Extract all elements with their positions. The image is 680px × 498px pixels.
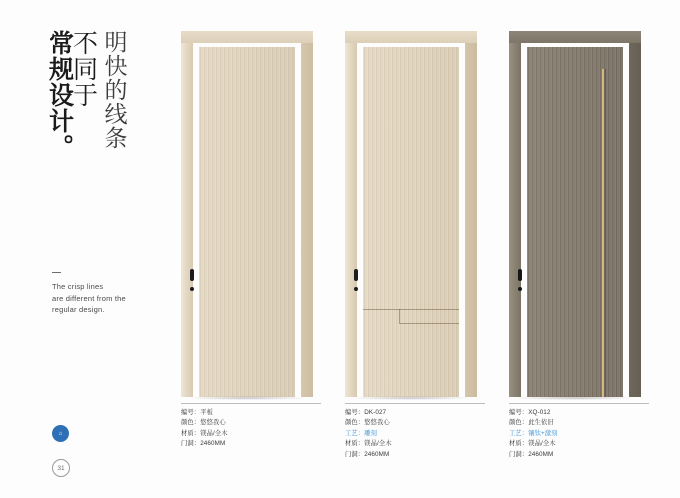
door-handle-icon[interactable] xyxy=(190,269,194,281)
spec-key: 颜色： xyxy=(345,419,365,427)
wood-grain-texture xyxy=(363,47,459,397)
floor-shadow xyxy=(185,396,309,400)
door-product-3[interactable] xyxy=(509,31,641,397)
spec-key: 颜色： xyxy=(181,419,201,427)
spec-key: 材质： xyxy=(345,440,365,448)
spec-key: 颜色： xyxy=(509,419,529,427)
spec-row xyxy=(181,408,321,418)
spec-key: 编号： xyxy=(345,409,365,416)
spec-value: DK-027 xyxy=(364,409,387,416)
spec-key: 材质： xyxy=(509,440,529,448)
spec-value: 镁晶/全木 xyxy=(528,440,556,448)
page-number: 31 xyxy=(52,459,70,477)
spec-value: XQ-012 xyxy=(528,409,551,416)
spec-row xyxy=(345,418,485,428)
english-caption xyxy=(52,281,182,316)
frame-jamb-left xyxy=(181,31,193,397)
frame-head xyxy=(509,31,641,43)
door-product-1[interactable] xyxy=(181,31,313,397)
spec-block-1 xyxy=(181,403,321,450)
door-lock-icon[interactable] xyxy=(190,287,194,291)
spec-row xyxy=(509,408,649,418)
spec-row xyxy=(345,450,485,460)
spec-row xyxy=(509,418,649,428)
spec-row xyxy=(181,439,321,449)
carved-groove-vertical xyxy=(399,309,400,323)
spec-row xyxy=(345,408,485,418)
door-lock-icon[interactable] xyxy=(518,287,522,291)
spec-row xyxy=(509,439,649,449)
door-handle-icon[interactable] xyxy=(354,269,358,281)
floor-shadow xyxy=(349,396,473,400)
spec-value: 2460MM xyxy=(200,440,226,448)
caption-line-1: The crisp lines xyxy=(52,282,104,291)
frame-head xyxy=(345,31,477,43)
spec-key: 工艺： xyxy=(509,429,529,437)
spec-list xyxy=(181,403,651,463)
inlay-shadow xyxy=(605,69,606,397)
frame-jamb-left xyxy=(509,31,521,397)
spec-value: 此生依旧 xyxy=(528,419,554,427)
spec-row xyxy=(181,418,321,428)
spec-row-highlight xyxy=(345,429,485,439)
spec-row xyxy=(181,429,321,439)
spec-value: 雕刻 xyxy=(364,429,377,437)
frame-jamb-right xyxy=(629,31,641,397)
spec-key: 门洞： xyxy=(345,450,365,458)
spec-row xyxy=(509,450,649,460)
headline-line-3: 常规设计。 xyxy=(45,30,74,160)
spec-value: 2460MM xyxy=(364,450,390,458)
frame-head xyxy=(181,31,313,43)
door-handle-icon[interactable] xyxy=(518,269,522,281)
spec-key: 工艺： xyxy=(345,429,365,437)
spec-block-2 xyxy=(345,403,485,460)
spec-block-3 xyxy=(509,403,649,460)
door-product-2[interactable] xyxy=(345,31,477,397)
spec-key: 编号： xyxy=(181,409,201,416)
carved-groove-horizontal-upper xyxy=(363,309,459,310)
door-showcase xyxy=(181,31,641,401)
spec-row xyxy=(345,439,485,449)
door-slab-3 xyxy=(527,47,623,397)
spec-value: 平板 xyxy=(200,409,213,416)
spec-value: 镁晶/全木 xyxy=(200,429,228,437)
caption-line-3: regular design. xyxy=(52,305,105,315)
frame-jamb-left xyxy=(345,31,357,397)
floor-shadow xyxy=(513,396,637,400)
spec-key: 编号： xyxy=(509,409,529,416)
spec-value: 镁晶/全木 xyxy=(364,440,392,448)
wood-grain-texture xyxy=(199,47,295,397)
wood-grain-texture xyxy=(527,47,623,397)
frame-jamb-right xyxy=(301,31,313,397)
spec-key: 门洞： xyxy=(181,440,201,448)
spec-value: 悠悠我心 xyxy=(364,419,390,427)
door-lock-icon[interactable] xyxy=(354,287,358,291)
spec-value: 悠悠我心 xyxy=(200,419,226,427)
brand-badge-icon: ⌂ xyxy=(52,425,69,442)
headline-line-1: 明快的线条 xyxy=(101,30,128,150)
spec-row-highlight xyxy=(509,429,649,439)
headline-line-2: 不同于 xyxy=(69,30,98,108)
brass-inlay-strip xyxy=(602,69,605,397)
door-slab-1 xyxy=(199,47,295,397)
page-headline xyxy=(46,30,156,245)
carved-groove-horizontal-lower xyxy=(399,323,459,324)
door-slab-2 xyxy=(363,47,459,397)
spec-value: 镶钛+激刻 xyxy=(528,429,558,437)
spec-key: 门洞： xyxy=(509,450,529,458)
caption-divider xyxy=(52,272,61,273)
spec-value: 2460MM xyxy=(528,450,554,458)
spec-key: 材质： xyxy=(181,429,201,437)
caption-line-2: are different from the xyxy=(52,293,126,303)
frame-jamb-right xyxy=(465,31,477,397)
